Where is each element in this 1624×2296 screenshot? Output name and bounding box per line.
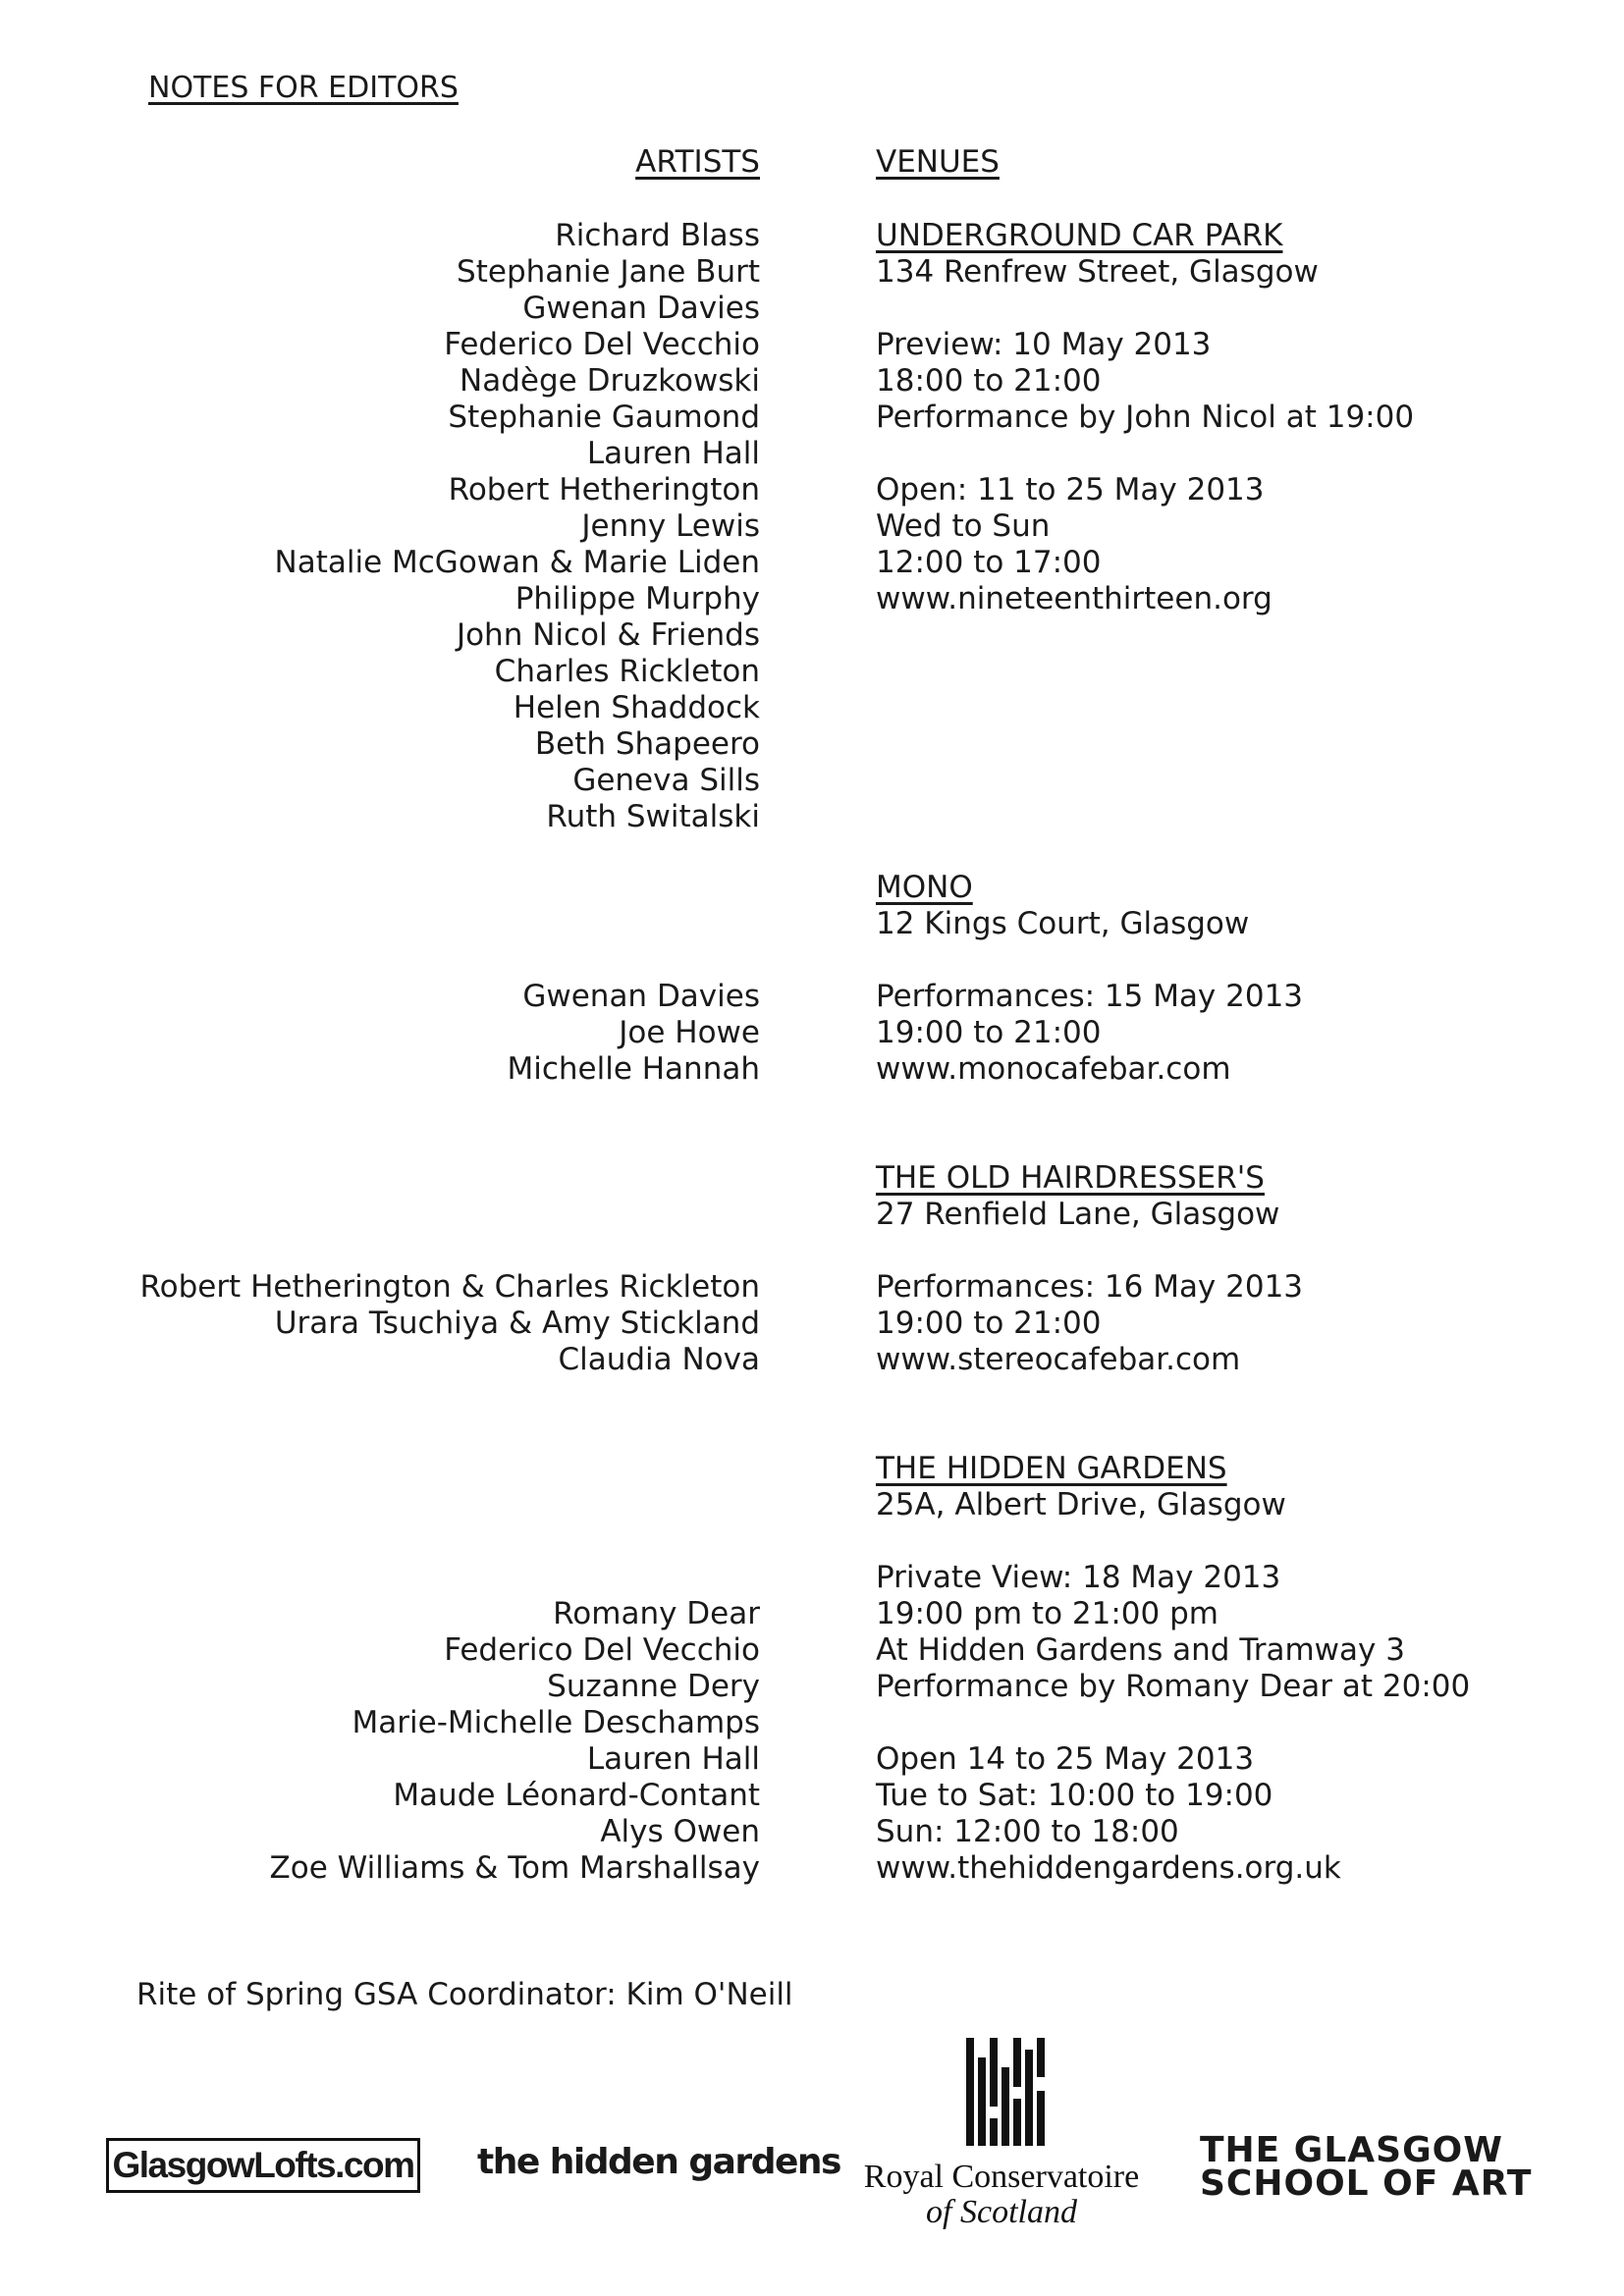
venue-block-hairdressers: [876, 1160, 1583, 1378]
venue-detail: Performances: 15 May 2013: [876, 979, 1304, 1014]
venue-detail: [876, 1233, 1583, 1269]
venue-detail: 19:00 pm to 21:00 pm: [876, 1596, 1218, 1631]
royal-conservatoire-logo: [854, 2038, 1149, 2244]
artist-name: Nadège Druzkowski: [460, 363, 760, 399]
venue-detail: www.stereocafebar.com: [876, 1342, 1241, 1377]
venue-detail: Performances: 16 May 2013: [876, 1269, 1304, 1305]
artist-name: Beth Shapeero: [534, 726, 760, 762]
venue-detail: 18:00 to 21:00: [876, 363, 1102, 399]
artist-name: John Nicol & Friends: [456, 617, 760, 653]
artist-name: Charles Rickleton: [494, 654, 760, 689]
venue-detail: Performance by John Nicol at 19:00: [876, 400, 1415, 435]
venue-detail: 25A, Albert Drive, Glasgow: [876, 1487, 1286, 1522]
artist-name: Geneva Sills: [572, 763, 760, 798]
artist-name: Robert Hetherington: [448, 472, 760, 507]
venue-detail: www.monocafebar.com: [876, 1051, 1231, 1087]
glasgow-school-of-art-logo: THE GLASGOW SCHOOL OF ART: [1200, 2130, 1533, 2204]
artists-list-mono: [53, 979, 760, 1088]
artist-name: Robert Hetherington & Charles Rickleton: [139, 1269, 760, 1305]
artist-name: Claudia Nova: [558, 1342, 760, 1377]
svg-text:Royal Conservatoire: Royal Conservatoire: [863, 2159, 1140, 2195]
venue-detail: Preview: 10 May 2013: [876, 327, 1212, 362]
venue-name: THE OLD HAIRDRESSER'S: [876, 1160, 1265, 1196]
artist-name: Urara Tsuchiya & Amy Stickland: [274, 1306, 760, 1341]
artists-header: ARTISTS: [635, 144, 760, 180]
artist-name: Marie-Michelle Deschamps: [352, 1705, 760, 1740]
artists-list-hairdressers: [53, 1269, 760, 1378]
artist-name: Gwenan Davies: [522, 291, 760, 326]
artist-name: Federico Del Vecchio: [444, 327, 760, 362]
artist-name: Joe Howe: [619, 1015, 760, 1050]
artist-name: Gwenan Davies: [522, 979, 760, 1014]
venue-detail: [876, 291, 1583, 327]
venue-detail: [876, 942, 1583, 979]
venue-detail: 19:00 to 21:00: [876, 1015, 1102, 1050]
venue-detail: At Hidden Gardens and Tramway 3: [876, 1632, 1405, 1668]
venue-name: UNDERGROUND CAR PARK: [876, 218, 1283, 253]
venue-detail: 27 Renfield Lane, Glasgow: [876, 1197, 1280, 1232]
artist-name: Romany Dear: [553, 1596, 760, 1631]
artist-name: Helen Shaddock: [513, 690, 760, 725]
artist-name: Natalie McGowan & Marie Liden: [274, 545, 760, 580]
hidden-gardens-logo: the hidden gardens: [477, 2142, 840, 2182]
artists-list-hidden-gardens: [53, 1596, 760, 1887]
venue-detail: 12 Kings Court, Glasgow: [876, 906, 1250, 941]
venue-detail: [876, 1523, 1583, 1560]
artist-name: Richard Blass: [555, 218, 760, 253]
venue-detail: [876, 1705, 1583, 1741]
venue-detail: Open: 11 to 25 May 2013: [876, 472, 1265, 507]
venue-detail: Sun: 12:00 to 18:00: [876, 1814, 1179, 1849]
venue-detail: Wed to Sun: [876, 508, 1051, 544]
venue-detail: 19:00 to 21:00: [876, 1306, 1102, 1341]
artist-name: Alys Owen: [600, 1814, 760, 1849]
venue-block-hidden-gardens: [876, 1451, 1583, 1887]
venue-block-car-park: [876, 218, 1583, 617]
venue-detail: Performance by Romany Dear at 20:00: [876, 1669, 1471, 1704]
artist-name: Ruth Switalski: [546, 799, 760, 834]
artist-name: Lauren Hall: [586, 1741, 760, 1777]
venue-detail: Private View: 18 May 2013: [876, 1560, 1281, 1595]
venue-block-mono: [876, 870, 1583, 1088]
venue-detail: www.thehiddengardens.org.uk: [876, 1850, 1341, 1886]
artist-name: Michelle Hannah: [507, 1051, 760, 1087]
artist-name: Philippe Murphy: [514, 581, 760, 616]
artist-name: Federico Del Vecchio: [444, 1632, 760, 1668]
artists-list-car-park: [53, 218, 760, 835]
artist-name: Lauren Hall: [586, 436, 760, 471]
venue-detail: 12:00 to 17:00: [876, 545, 1102, 580]
venue-name: MONO: [876, 870, 973, 905]
glasgow-lofts-logo: GlasgowLofts.com: [106, 2138, 420, 2193]
venues-header: VENUES: [876, 144, 1000, 180]
artist-name: Stephanie Gaumond: [448, 400, 760, 435]
artist-name: Maude Léonard-Contant: [393, 1778, 760, 1813]
sponsor-logos: [0, 2032, 1624, 2248]
coordinator-note: Rite of Spring GSA Coordinator: Kim O'Neill: [136, 1977, 793, 2012]
venue-detail: www.nineteenthirteen.org: [876, 581, 1272, 616]
artist-name: Zoe Williams & Tom Marshallsay: [269, 1850, 760, 1886]
notes-heading: NOTES FOR EDITORS: [148, 71, 459, 105]
artist-name: Jenny Lewis: [581, 508, 760, 544]
venue-name: THE HIDDEN GARDENS: [876, 1451, 1227, 1486]
artist-name: Stephanie Jane Burt: [457, 254, 760, 290]
venue-detail: 134 Renfrew Street, Glasgow: [876, 254, 1319, 290]
svg-text:of Scotland: of Scotland: [926, 2194, 1077, 2230]
venue-detail: Tue to Sat: 10:00 to 19:00: [876, 1778, 1273, 1813]
artist-name: Suzanne Dery: [547, 1669, 760, 1704]
venue-detail: Open 14 to 25 May 2013: [876, 1741, 1255, 1777]
venue-detail: [876, 436, 1583, 472]
